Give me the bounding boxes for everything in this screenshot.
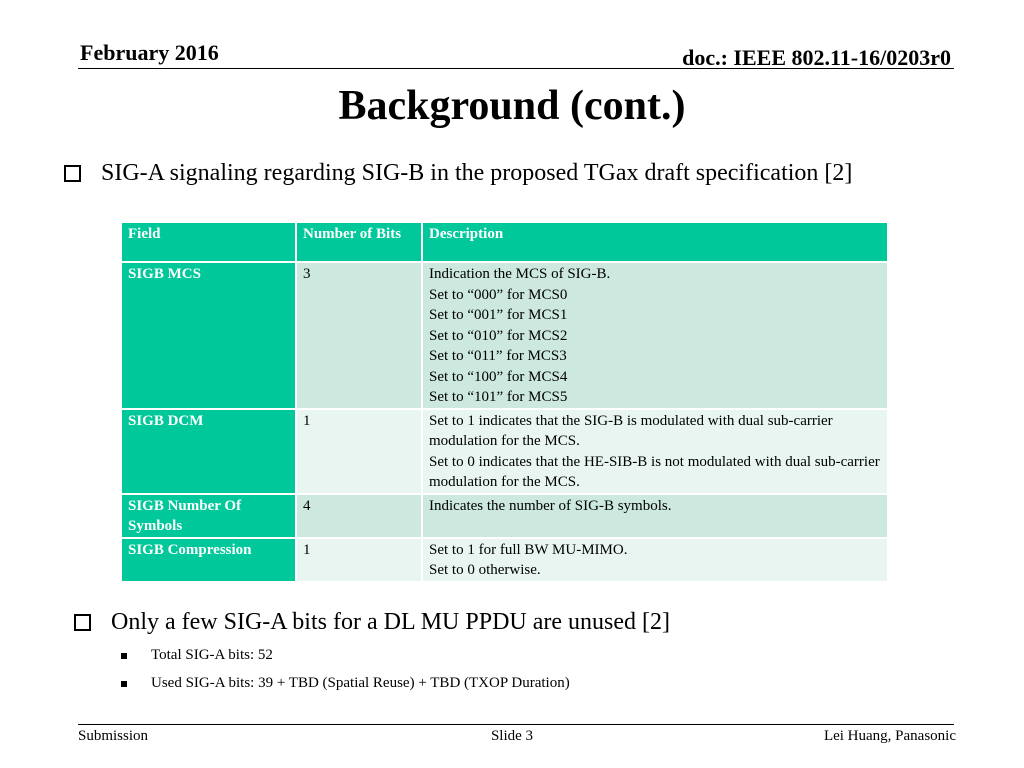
column-header-field: Field [121, 222, 296, 262]
bullet-sig-a-signaling [64, 160, 852, 187]
checkbox-bullet-icon [64, 165, 81, 182]
table-row [121, 262, 888, 409]
sub-bullet-text: Total SIG-A bits: 52 [151, 647, 273, 663]
description-cell: Set to 1 for full BW MU-MIMO. Set to 0 otherwise. [422, 538, 888, 582]
bits-cell: 1 [296, 409, 422, 494]
checkbox-bullet-icon [74, 614, 91, 631]
sub-bullet-total-bits [121, 647, 273, 664]
header-doc-id: doc.: IEEE 802.11-16/0203r0 [682, 45, 951, 70]
square-bullet-icon [121, 653, 127, 659]
slide-title: Background (cont.) [338, 83, 686, 129]
table-row [121, 409, 888, 494]
sig-a-fields-table [120, 221, 889, 583]
field-cell: SIGB MCS [121, 262, 296, 409]
footer-slide-number: Slide 3 [490, 728, 534, 744]
column-header-description: Description [422, 222, 888, 262]
bullet-text: Only a few SIG-A bits for a DL MU PPDU are unused [2] [111, 609, 671, 635]
bullet-text: SIG-A signaling regarding SIG-B in the proposed TGax draft specification [2] [101, 160, 853, 186]
sub-bullet-used-bits [121, 675, 570, 692]
bullet-unused-bits [74, 609, 670, 636]
description-cell: Indication the MCS of SIG-B. Set to “000” for MCS0 Set to “001” for MCS1 Set to “010” for MCS2 Set to “011” for MCS3 Set to “100” for MCS4 Set to “101” for MCS5 [422, 262, 888, 409]
description-cell: Set to 1 indicates that the SIG-B is modulated with dual sub-carrier modulation for the MCS. Set to 0 indicates that the HE-SIB-B is not modulated with dual sub-carrier modulation for the MCS. [422, 409, 888, 494]
footer-submission: Submission [78, 728, 149, 744]
table-row [121, 538, 888, 582]
footer-author: Lei Huang, Panasonic [823, 728, 956, 744]
field-cell: SIGB Number Of Symbols [121, 494, 296, 538]
bits-cell: 4 [296, 494, 422, 538]
description-cell: Indicates the number of SIG-B symbols. [422, 494, 888, 538]
footer-divider [78, 724, 954, 725]
column-header-bits: Number of Bits [296, 222, 422, 262]
field-cell: SIGB Compression [121, 538, 296, 582]
header-divider [78, 68, 954, 69]
sub-bullet-text: Used SIG-A bits: 39 + TBD (Spatial Reuse) + TBD (TXOP Duration) [151, 675, 570, 691]
square-bullet-icon [121, 681, 127, 687]
bits-cell: 3 [296, 262, 422, 409]
table-row [121, 494, 888, 538]
header-date: February 2016 [80, 40, 219, 65]
bits-cell: 1 [296, 538, 422, 582]
table-header-row [121, 222, 888, 262]
field-cell: SIGB DCM [121, 409, 296, 494]
